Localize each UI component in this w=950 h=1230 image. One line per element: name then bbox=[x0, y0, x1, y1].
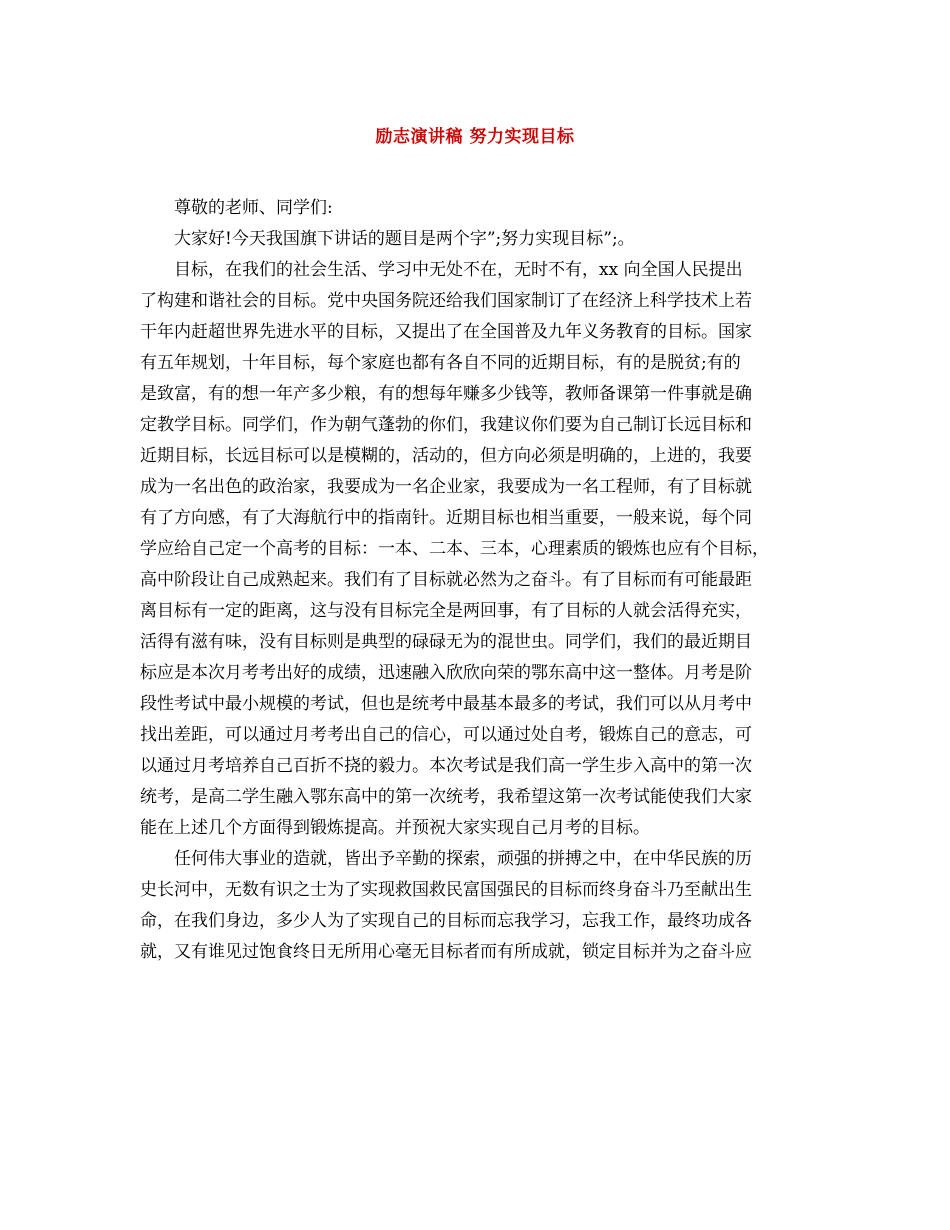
document-body bbox=[140, 193, 820, 968]
paragraph-line: 有五年规划，十年目标，每个家庭也都有各自不同的近期目标，有的是脱贫;有的 bbox=[140, 353, 741, 373]
paragraph-first-line: 尊敬的老师、同学们: bbox=[174, 198, 333, 218]
paragraph bbox=[140, 193, 820, 224]
paragraph-first-line: 任何伟大事业的造就，皆出予辛勤的探索，顽强的拼搏之中，在中华民族的历 bbox=[174, 849, 752, 869]
paragraph-line: 找出差距，可以通过月考考出自己的信心，可以通过处自考，锻炼自己的意志，可 bbox=[140, 725, 752, 745]
paragraph-line: 有了方向感，有了大海航行中的指南针。近期目标也相当重要，一般来说，每个同 bbox=[140, 508, 752, 528]
paragraph-line: 统考，是高二学生融入鄂东高中的第一次统考，我希望这第一次考试能使我们大家 bbox=[140, 787, 752, 807]
paragraph-first-line: 大家好!今天我国旗下讲话的题目是两个字”;努力实现目标”;。 bbox=[174, 229, 635, 249]
paragraph-line: 段性考试中最小规模的考试，但也是统考中最基本最多的考试，我们可以从月考中 bbox=[140, 694, 752, 714]
paragraph-line: 成为一名出色的政治家，我要成为一名企业家，我要成为一名工程师，有了目标就 bbox=[140, 477, 752, 497]
paragraph-line: 能在上述几个方面得到锻炼提高。并预祝大家实现自己月考的目标。 bbox=[140, 818, 650, 838]
paragraph bbox=[140, 224, 820, 255]
paragraph-line: 史长河中，无数有识之士为了实现救国救民富国强民的目标而终身奋斗乃至献出生 bbox=[140, 880, 752, 900]
paragraph-line: 是致富，有的想一年产多少粮，有的想每年赚多少钱等，教师备课第一件事就是确 bbox=[140, 384, 752, 404]
paragraph-line: 离目标有一定的距离，这与没有目标完全是两回事，有了目标的人就会活得充实， bbox=[140, 601, 752, 621]
paragraph-line: 标应是本次月考考出好的成绩，迅速融入欣欣向荣的鄂东高中这一整体。月考是阶 bbox=[140, 663, 752, 683]
paragraph-line: 就，又有谁见过饱食终日无所用心毫无目标者而有所成就，锁定目标并为之奋斗应 bbox=[140, 942, 752, 962]
paragraph-line: 高中阶段让自己成熟起来。我们有了目标就必然为之奋斗。有了目标而有可能最距 bbox=[140, 570, 752, 590]
paragraph bbox=[140, 844, 820, 968]
paragraph-line: 命，在我们身边，多少人为了实现自己的目标而忘我学习，忘我工作，最终功成各 bbox=[140, 911, 752, 931]
paragraph-line: 了构建和谐社会的目标。党中央国务院还给我们国家制订了在经济上科学技术上若 bbox=[140, 291, 752, 311]
paragraph bbox=[140, 255, 820, 844]
paragraph-line: 活得有滋有味，没有目标则是典型的碌碌无为的混世虫。同学们，我们的最近期目 bbox=[140, 632, 752, 652]
paragraph-line: 以通过月考培养自己百折不挠的毅力。本次考试是我们高一学生步入高中的第一次 bbox=[140, 756, 752, 776]
paragraph-line: 干年内赶超世界先进水平的目标，又提出了在全国普及九年义务教育的目标。国家 bbox=[140, 322, 752, 342]
paragraph-first-line: 目标，在我们的社会生活、学习中无处不在，无时不有，xx 向全国人民提出 bbox=[174, 260, 743, 280]
paragraph-line: 学应给自己定一个高考的目标：一本、二本、三本，心理素质的锻炼也应有个目标， bbox=[140, 539, 769, 559]
document-title: 励志演讲稿 努力实现目标 bbox=[375, 127, 575, 147]
paragraph-line: 定教学目标。同学们，作为朝气蓬勃的你们，我建议你们要为自己制订长远目标和 bbox=[140, 415, 752, 435]
paragraph-line: 近期目标，长远目标可以是模糊的，活动的，但方向必须是明确的，上进的，我要 bbox=[140, 446, 752, 466]
